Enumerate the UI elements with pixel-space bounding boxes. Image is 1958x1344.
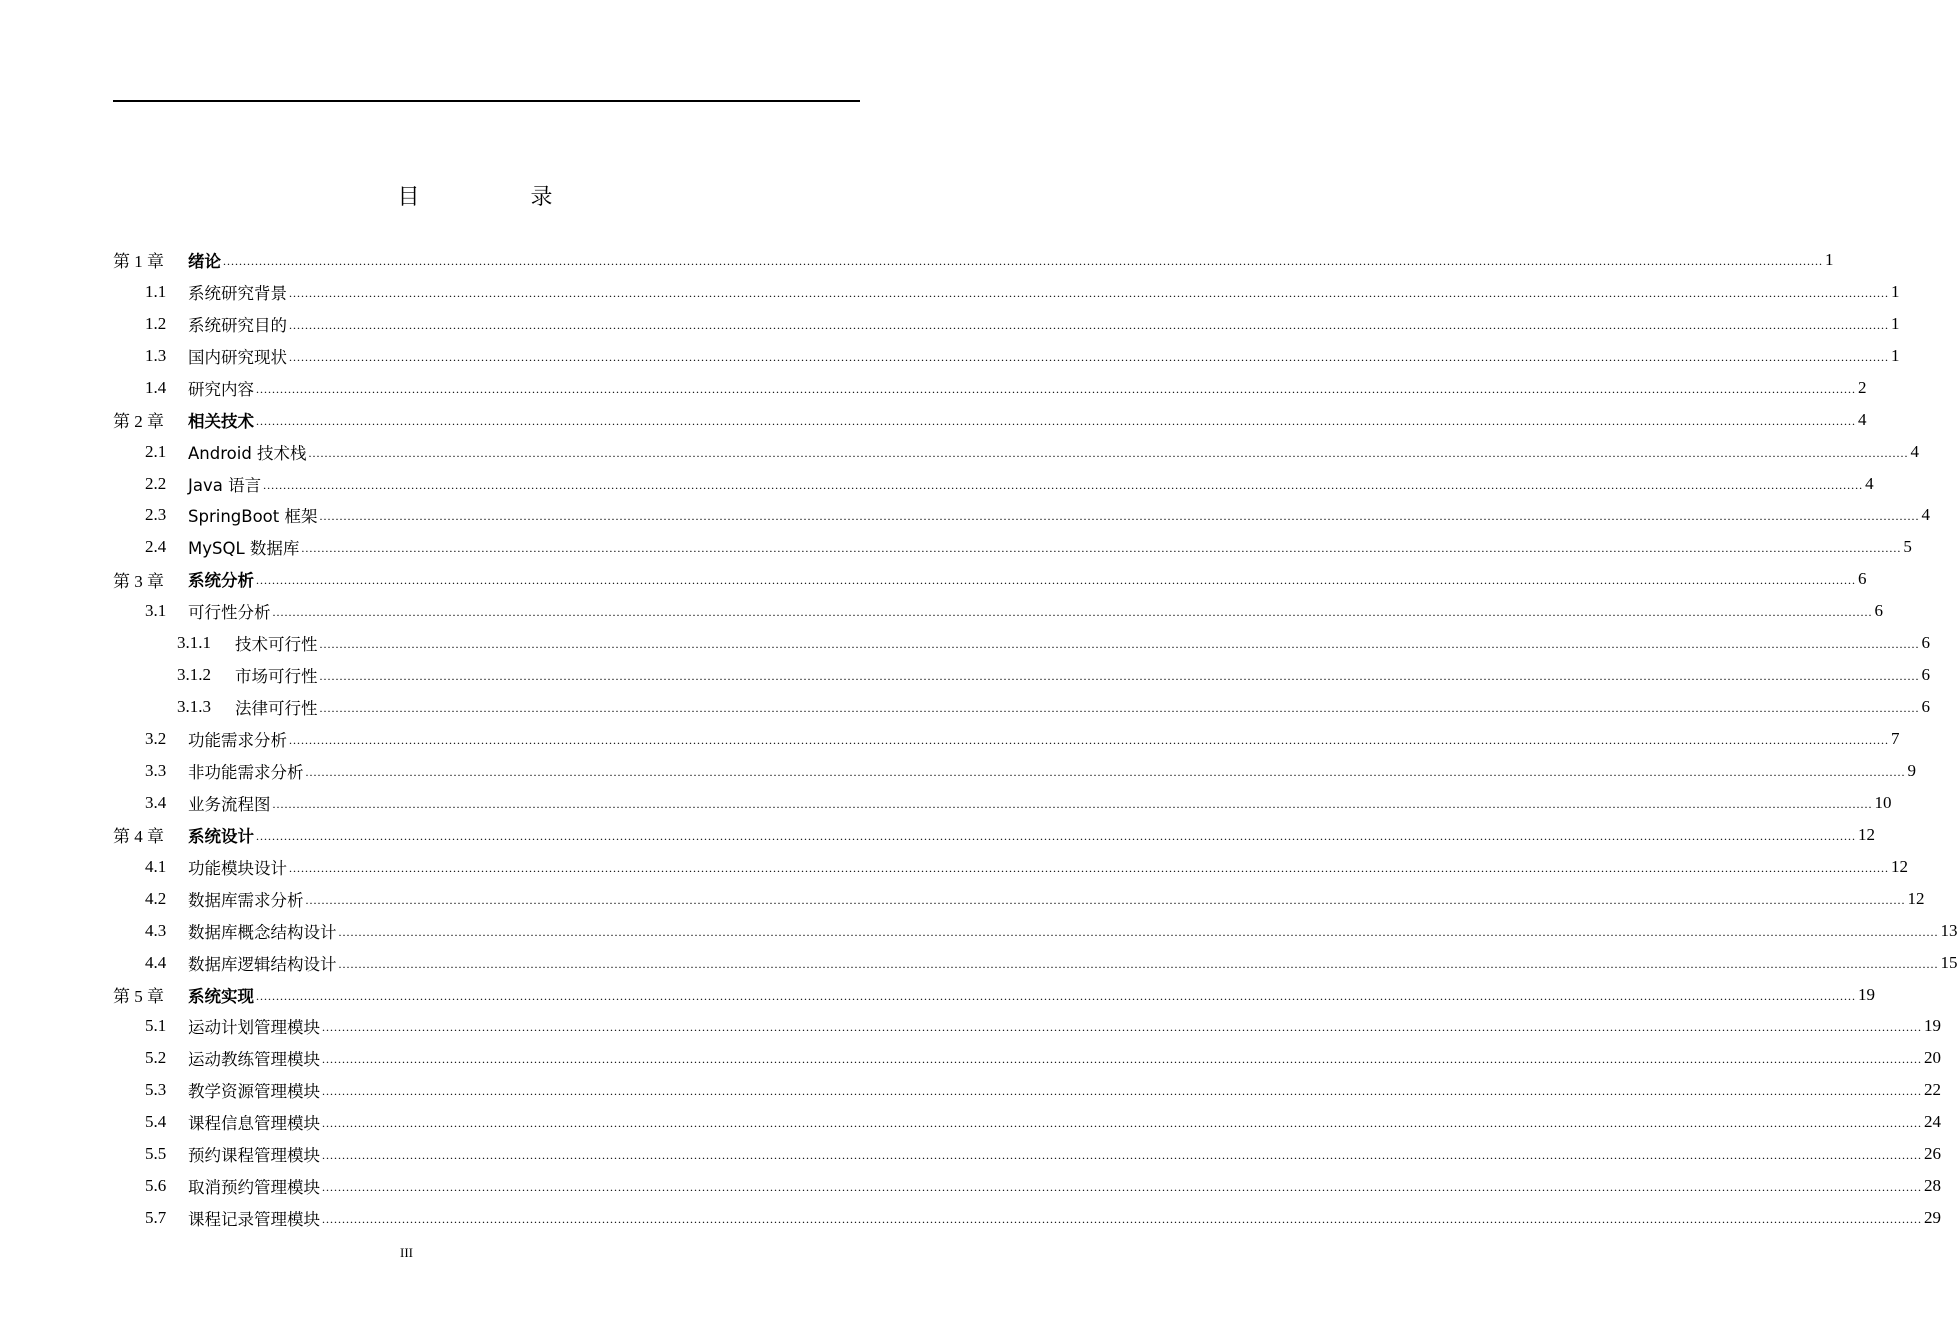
toc-entry-page: 4 [1921,505,1930,525]
toc-entry-page: 19 [1924,1016,1941,1036]
toc-entry-page: 20 [1924,1048,1941,1068]
toc-entry-title: 课程记录管理模块 [188,1210,320,1230]
toc-entry[interactable] [113,1202,1941,1234]
toc-entry-title: 功能需求分析 [188,731,287,751]
toc-entry-page: 6 [1921,665,1930,685]
toc-leader-dots: ................................................................................................................................................................................................................................................................................................................................................................................................................ [322,1084,1922,1099]
toc-entry-title: 法律可行性 [235,699,318,719]
toc-leader-dots: ................................................................................................................................................................................................................................................................................................................................................................................................................ [289,860,1889,875]
toc-entry-page: 13 [1940,920,1958,940]
toc-entry-title: Android 技术栈 [188,443,307,463]
toc-entry-page: 24 [1924,1112,1941,1132]
toc-entry[interactable] [113,883,1925,915]
toc-entry-page: 1 [1891,345,1900,365]
toc-entry[interactable] [113,755,1916,787]
toc-entry-page: 6 [1858,569,1867,589]
toc-entry-number: 第 3 章 [113,571,164,591]
footer-page-number: III [400,1245,413,1260]
toc-leader-dots: ................................................................................................................................................................................................................................................................................................................................................................................................................ [289,285,1889,300]
toc-entry-page: 12 [1891,856,1908,876]
toc-entry-page: 6 [1921,697,1930,717]
toc-entry[interactable] [113,244,1834,276]
toc-leader-dots: ................................................................................................................................................................................................................................................................................................................................................................................................................ [338,956,1939,971]
toc-entry[interactable] [113,404,1867,436]
toc-entry-number: 4.4 [145,952,167,972]
toc-entry-title: 可行性分析 [188,603,271,623]
toc-entry-page: 19 [1858,984,1875,1004]
toc-entry[interactable] [113,500,1930,532]
toc-entry[interactable] [113,531,1912,563]
toc-entry-title: 市场可行性 [235,667,318,687]
toc-entry-page: 15 [1940,952,1958,972]
toc-entry-page: 26 [1924,1144,1941,1164]
toc-leader-dots: ................................................................................................................................................................................................................................................................................................................................................................................................................ [272,605,1873,620]
toc-entry-title: 数据库需求分析 [188,890,304,910]
toc-entry[interactable] [113,627,1930,659]
toc-leader-dots: ................................................................................................................................................................................................................................................................................................................................................................................................................ [308,445,1909,460]
toc-entry-number: 第 4 章 [113,827,164,847]
toc-leader-dots: ................................................................................................................................................................................................................................................................................................................................................................................................................ [338,924,1939,939]
toc-entry-number: 4.1 [145,856,167,876]
toc-leader-dots: ................................................................................................................................................................................................................................................................................................................................................................................................................ [322,1180,1922,1195]
toc-entry[interactable] [113,563,1867,595]
toc-leader-dots: ................................................................................................................................................................................................................................................................................................................................................................................................................ [289,349,1889,364]
toc-leader-dots: ................................................................................................................................................................................................................................................................................................................................................................................................................ [305,764,1906,779]
toc-entry-number: 3.3 [145,760,167,780]
toc-leader-dots: ................................................................................................................................................................................................................................................................................................................................................................................................................ [289,733,1889,747]
toc-entry[interactable] [113,819,1875,851]
toc-entry-number: 3.1.2 [177,665,211,685]
toc-leader-dots: ................................................................................................................................................................................................................................................................................................................................................................................................................ [256,988,1856,1003]
toc-leader-dots: ................................................................................................................................................................................................................................................................................................................................................................................................................ [256,381,1856,396]
toc-entry-number: 3.2 [145,729,167,749]
toc-entry-page: 1 [1891,313,1900,333]
toc-entry[interactable] [113,659,1930,691]
toc-entry-title: 数据库概念结构设计 [188,922,337,942]
toc-entry-page: 9 [1907,760,1916,780]
toc-entry[interactable] [113,1138,1941,1170]
toc-entry-title: 教学资源管理模块 [188,1082,320,1102]
toc-entry-page: 22 [1924,1080,1941,1100]
toc-entry-number: 4.3 [145,920,167,940]
toc-entry-title: 相关技术 [188,411,254,431]
toc-entry[interactable] [113,468,1874,500]
toc-entry-title: 运动教练管理模块 [188,1050,320,1070]
toc-entry-page: 6 [1874,601,1883,621]
toc-entry-title: 功能模块设计 [188,858,287,878]
toc-entry-title: MySQL 数据库 [188,539,300,559]
toc-entry[interactable] [113,723,1900,755]
toc-leader-dots: ................................................................................................................................................................................................................................................................................................................................................................................................................ [223,253,1823,268]
toc-entry-page: 1 [1891,281,1900,301]
toc-leader-dots: ................................................................................................................................................................................................................................................................................................................................................................................................................ [289,317,1889,332]
toc-entry[interactable] [113,1042,1941,1074]
toc-entry-title: 技术可行性 [235,635,318,655]
toc-entry-page: 4 [1858,409,1867,429]
toc-leader-dots: ................................................................................................................................................................................................................................................................................................................................................................................................................ [322,1020,1922,1035]
toc-entry-number: 4.2 [145,888,167,908]
toc-entry-title: 业务流程图 [188,794,271,814]
toc-entry-number: 2.2 [145,473,167,493]
toc-leader-dots: ................................................................................................................................................................................................................................................................................................................................................................................................................ [301,541,1902,556]
toc-entry[interactable] [113,1106,1941,1138]
toc-entry-page: 5 [1903,537,1912,557]
toc-entry-title: 系统分析 [188,571,254,591]
toc-entry-page: 10 [1874,792,1892,812]
toc-leader-dots: ................................................................................................................................................................................................................................................................................................................................................................................................................ [319,701,1920,716]
toc-entry[interactable] [113,276,1900,308]
toc-entry-page: 28 [1924,1176,1941,1196]
toc-entry[interactable] [113,308,1900,340]
toc-entry-number: 第 5 章 [113,987,164,1007]
toc-entry-page: 29 [1924,1208,1941,1228]
toc-entry[interactable] [113,691,1930,723]
toc-leader-dots: ................................................................................................................................................................................................................................................................................................................................................................................................................ [256,573,1856,588]
toc-entry-number: 5.1 [145,1016,167,1036]
toc-entry-title: 系统研究背景 [188,283,287,303]
toc-entry-number: 1.1 [145,281,167,301]
toc-entry-title: 系统设计 [188,826,254,846]
toc-leader-dots: ................................................................................................................................................................................................................................................................................................................................................................................................................ [322,1148,1922,1163]
toc-entry-number: 2.3 [145,505,167,525]
toc-leader-dots: ................................................................................................................................................................................................................................................................................................................................................................................................................ [319,669,1920,684]
toc-entry-page: 12 [1858,824,1875,844]
toc-entry[interactable] [113,372,1867,404]
toc-entry[interactable] [113,851,1908,883]
toc-entry-title: 绪论 [188,251,221,271]
toc-entry-page: 7 [1891,729,1900,749]
table-of-contents [113,244,1958,1234]
toc-entry-number: 1.4 [145,377,167,397]
toc-entry-title: 数据库逻辑结构设计 [188,954,337,974]
toc-entry-number: 1.2 [145,313,167,333]
toc-entry-number: 3.1 [145,601,167,621]
toc-entry-page: 1 [1825,249,1834,269]
toc-entry-number: 3.1.3 [177,697,211,717]
toc-title: 目 录 [397,185,605,210]
toc-entry-title: 非功能需求分析 [188,762,304,782]
toc-entry[interactable] [113,1074,1941,1106]
toc-entry-page: 4 [1865,473,1874,493]
toc-entry-title: 预约课程管理模块 [188,1146,320,1166]
toc-entry-page: 6 [1921,633,1930,653]
toc-leader-dots: ................................................................................................................................................................................................................................................................................................................................................................................................................ [319,509,1920,524]
toc-leader-dots: ................................................................................................................................................................................................................................................................................................................................................................................................................ [263,477,1864,492]
toc-entry-title: 课程信息管理模块 [188,1114,320,1134]
toc-entry[interactable] [113,979,1875,1011]
toc-entry-title: 国内研究现状 [188,347,287,367]
toc-entry-title: 运动计划管理模块 [188,1018,320,1038]
toc-entry-page: 12 [1907,888,1925,908]
toc-leader-dots: ................................................................................................................................................................................................................................................................................................................................................................................................................ [322,1212,1922,1227]
toc-entry-page: 2 [1858,377,1867,397]
toc-leader-dots: ................................................................................................................................................................................................................................................................................................................................................................................................................ [305,892,1906,907]
toc-entry-number: 5.4 [145,1112,167,1132]
toc-entry[interactable] [113,340,1900,372]
toc-entry-number: 5.5 [145,1144,167,1164]
toc-entry-number: 5.7 [145,1208,167,1228]
header-rule [113,100,860,102]
toc-entry-number: 3.4 [145,792,167,812]
toc-entry[interactable] [113,1170,1941,1202]
toc-entry-number: 第 2 章 [113,412,164,432]
toc-entry[interactable] [113,915,1958,947]
toc-entry[interactable] [113,787,1892,819]
toc-entry-title: 研究内容 [188,379,254,399]
toc-entry-number: 3.1.1 [177,633,211,653]
toc-leader-dots: ................................................................................................................................................................................................................................................................................................................................................................................................................ [256,413,1856,428]
toc-entry-title: 取消预约管理模块 [188,1178,320,1198]
toc-entry-title: SpringBoot 框架 [188,507,318,527]
toc-entry-number: 5.3 [145,1080,167,1100]
toc-leader-dots: ................................................................................................................................................................................................................................................................................................................................................................................................................ [272,796,1873,811]
toc-entry[interactable] [113,947,1958,979]
toc-entry-title: Java 语言 [188,475,262,495]
toc-entry-number: 5.2 [145,1048,167,1068]
toc-leader-dots: ................................................................................................................................................................................................................................................................................................................................................................................................................ [322,1116,1922,1131]
toc-entry-number: 5.6 [145,1176,167,1196]
toc-entry-title: 系统研究目的 [188,315,287,335]
toc-leader-dots: ................................................................................................................................................................................................................................................................................................................................................................................................................ [256,828,1856,843]
toc-entry-number: 第 1 章 [113,252,164,272]
toc-entry[interactable] [113,436,1920,468]
toc-entry-number: 1.3 [145,345,167,365]
toc-entry-number: 2.1 [145,441,167,461]
toc-leader-dots: ................................................................................................................................................................................................................................................................................................................................................................................................................ [319,637,1920,652]
toc-entry-number: 2.4 [145,537,167,557]
toc-entry-title: 系统实现 [188,986,254,1006]
toc-entry[interactable] [113,1011,1941,1043]
toc-entry[interactable] [113,595,1883,627]
toc-leader-dots: ................................................................................................................................................................................................................................................................................................................................................................................................................ [322,1052,1922,1067]
toc-entry-page: 4 [1910,441,1920,461]
